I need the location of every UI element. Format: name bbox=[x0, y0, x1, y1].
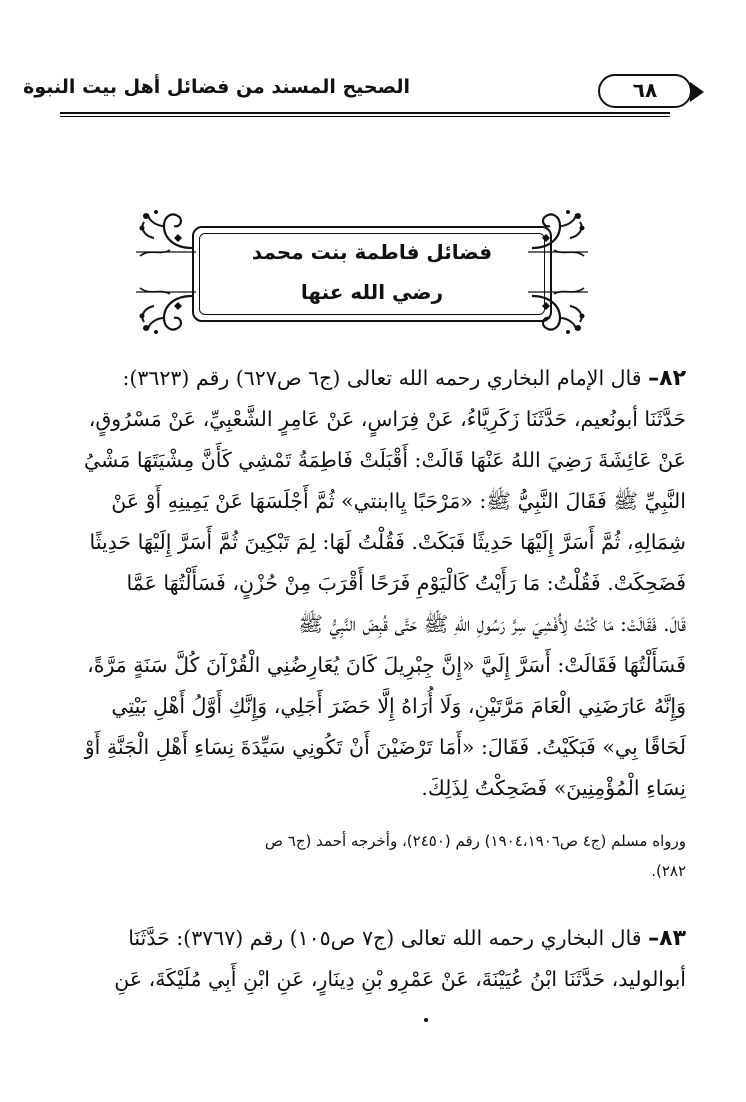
hadith-line: حَدَّثَنَا أبونُعيم، حَدَّثَنَا زَكَرِيَّاءُ، عَنْ فِرَاسٍ، عَنْ عَامِرٍ الشَّعْبِيِّ، عَنْ مَسْرُوقٍ، bbox=[88, 407, 686, 431]
corner-ornament-icon bbox=[134, 284, 198, 336]
hadith-line bbox=[62, 358, 686, 399]
hadith-line: شِمَالِهِ، ثُمَّ أَسَرَّ إِلَيْهَا حَدِيثًا فَبَكَتْ. فَقُلْتُ لَهَا: لِمَ تَبْكِينَ ثُمَّ أَسَرَّ إِلَيْهَا حَدِيثًا bbox=[89, 530, 686, 554]
header-rule-thin bbox=[60, 116, 670, 117]
running-header bbox=[23, 72, 700, 118]
takhrij-note bbox=[62, 826, 686, 886]
hadith-number: ٨٣– bbox=[648, 926, 686, 951]
hadith-line: نِسَاءِ الْمُؤْمِنِينَ» فَضَحِكْتُ لِذَلِكَ. bbox=[421, 776, 686, 800]
hadith-line: قَالَ. فَقَالَتْ: مَا كُنْتُ لِأُفْشِيَ سِرَّ رَسُولِ اللهِ ﷺ حَتَّى قُبِضَ النَّبِيُّ ﷺ bbox=[298, 612, 686, 636]
hadith-line: عَنْ عَائِشَةَ رَضِيَ اللهُ عَنْهَا قَالَتْ: أَقْبَلَتْ فَاطِمَةُ تَمْشِي كَأَنَّ مِشْيَتَهَا مَشْيُ bbox=[83, 448, 686, 472]
hadith-line: النَّبِيِّ ﷺ فَقَالَ النَّبِيُّ ﷺ: «مَرْحَبًا يِاابنتي» ثُمَّ أَجْلَسَهَا عَنْ يَمِينِهِ أَوْ عَنْ bbox=[111, 489, 686, 513]
hadith-line: فَسَأَلْتُهَا فَقَالَتْ: أَسَرَّ إِلَيَّ «إِنَّ جِبْرِيلَ كَانَ يُعَارِضُنِي الْقُرْآنَ كُلَّ سَنَةٍ مَرَّةً، bbox=[87, 653, 686, 677]
note-line: ٢٨٢). bbox=[651, 862, 686, 880]
hadith-line-text: قال الإمام البخاري رحمه الله تعالى (ج٦ ص٦٢٧) رقم (٣٦٢٣): bbox=[122, 366, 642, 390]
header-rule bbox=[60, 112, 670, 114]
hadith-number: ٨٢– bbox=[648, 366, 686, 391]
chapter-subtitle: رضي الله عنها bbox=[300, 280, 444, 304]
hadith-line: فَضَحِكَتْ. فَقُلْتُ: مَا رَأَيْتُ كَالْيَوْمِ فَرَحًا أَقْرَبَ مِنْ حُزْنٍ، فَسَأَلْتُهَا عَمَّا bbox=[126, 571, 686, 595]
hadith-82 bbox=[62, 358, 686, 809]
chapter-title: فضائل فاطمة بنت محمد bbox=[251, 240, 493, 264]
hadith-line bbox=[62, 918, 686, 959]
hadith-line: لَحَاقًا بِي» فَبَكَيْتُ. فَقَالَ: «أَمَا تَرْضَيْنَ أَنْ تَكُونِي سَيِّدَةَ نِسَاءِ أَهْلِ الْجَنَّةِ أَوْ bbox=[84, 735, 686, 759]
book-title: الصحيح المسند من فضائل أهل بيت النبوة bbox=[23, 76, 410, 98]
corner-ornament-icon bbox=[134, 208, 198, 260]
hadith-line: أبوالوليد، حَدَّثَنَا ابْنُ عُيَيْنَةَ، عَنْ عَمْرِو بْنِ دِينَارٍ، عَنِ ابْنِ أَبِي مُلَيْكَةَ، عَنِ bbox=[114, 967, 686, 991]
hadith-line-text: قال البخاري رحمه الله تعالى (ج٧ ص١٠٥) رقم (٣٧٦٧): حَدَّثَنَا bbox=[128, 926, 642, 950]
hadith-line: وَإِنَّهُ عَارَضَنِي الْعَامَ مَرَّتَيْنِ، وَلَا أُرَاهُ إِلَّا حَضَرَ أَجَلِي، وَإِنَّكِ أَوَّلُ أَهْلِ بَيْتِي bbox=[111, 694, 686, 718]
footer-dot bbox=[424, 1018, 428, 1022]
hadith-83 bbox=[62, 918, 686, 1000]
page-number: ٦٨ bbox=[598, 74, 692, 108]
note-line: ورواه مسلم (ج٤ ص١٩٠٤،١٩٠٦) رقم (٢٤٥٠)، وأخرجه أحمد (ج٦ ص bbox=[264, 832, 686, 850]
